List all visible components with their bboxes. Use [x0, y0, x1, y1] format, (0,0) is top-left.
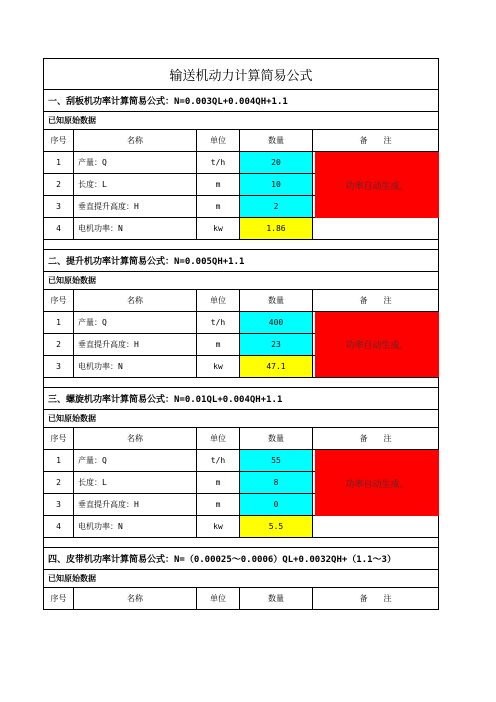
- row-unit: kw: [197, 218, 240, 239]
- sheet-title: 输送机动力计算简易公式: [43, 58, 439, 90]
- section-4-heading: 四、皮带机功率计算简易公式：N=（0.00025～0.0006）QL+0.0032QH+（1.1～3）: [43, 548, 439, 570]
- header-name: 名称: [74, 588, 197, 609]
- row-unit: t/h: [197, 152, 240, 173]
- header-name: 名称: [74, 290, 197, 311]
- header-unit: 单位: [197, 130, 240, 151]
- section-3-heading: 三、螺旋机功率计算简易公式：N=0.01QL+0.004QH+1.1: [43, 388, 439, 410]
- row-no: 2: [44, 334, 74, 355]
- qty-input-cell[interactable]: 0: [240, 494, 313, 515]
- section-1-known-label: 已知原始数据: [43, 112, 439, 130]
- row-name: 电机功率：N: [74, 218, 197, 239]
- header-note: 备 注: [359, 594, 392, 603]
- table-header: [43, 130, 439, 152]
- header-qty: 数量: [240, 290, 313, 311]
- row-unit: m: [197, 334, 240, 355]
- header-no: 序号: [44, 588, 74, 609]
- row-unit: m: [197, 494, 240, 515]
- table-row: [43, 516, 439, 538]
- section-2-table: [43, 290, 439, 378]
- qty-result-cell: 1.86: [240, 218, 313, 239]
- spacer-row: [43, 538, 439, 548]
- header-unit: 单位: [197, 588, 240, 609]
- row-no: 3: [44, 494, 74, 515]
- row-no: 3: [44, 356, 74, 377]
- header-no: 序号: [44, 130, 74, 151]
- section-1-table: [43, 130, 439, 240]
- row-name: 长度：L: [74, 472, 197, 493]
- row-unit: kw: [197, 516, 240, 537]
- header-name: 名称: [74, 428, 197, 449]
- row-name: 垂直提升高度：H: [74, 494, 197, 515]
- header-qty: 数量: [240, 130, 313, 151]
- header-no: 序号: [44, 290, 74, 311]
- row-no: 1: [44, 152, 74, 173]
- header-name: 名称: [74, 130, 197, 151]
- row-unit: t/h: [197, 450, 240, 471]
- row-name: 产量：Q: [74, 152, 197, 173]
- qty-input-cell[interactable]: 23: [240, 334, 313, 355]
- header-note: 备 注: [359, 296, 392, 305]
- header-note: 备 注: [359, 434, 392, 443]
- row-name: 产量：Q: [74, 312, 197, 333]
- header-unit: 单位: [197, 428, 240, 449]
- spacer-row: [43, 240, 439, 250]
- qty-input-cell[interactable]: 20: [240, 152, 313, 173]
- qty-result-cell: 5.5: [240, 516, 313, 537]
- qty-input-cell[interactable]: 400: [240, 312, 313, 333]
- row-unit: m: [197, 174, 240, 195]
- qty-input-cell[interactable]: 2: [240, 196, 313, 217]
- table-row: [43, 218, 439, 240]
- row-name: 长度：L: [74, 174, 197, 195]
- header-qty: 数量: [240, 428, 313, 449]
- table-header: [43, 290, 439, 312]
- section-3-known-label: 已知原始数据: [43, 410, 439, 428]
- row-unit: m: [197, 472, 240, 493]
- section-3-table: [43, 428, 439, 538]
- row-no: 2: [44, 472, 74, 493]
- qty-result-cell: 47.1: [240, 356, 313, 377]
- section-2-known-label: 已知原始数据: [43, 272, 439, 290]
- row-note: [313, 218, 438, 239]
- row-name: 垂直提升高度：H: [74, 196, 197, 217]
- spreadsheet: [43, 58, 439, 610]
- section-1-heading: 一、刮板机功率计算简易公式：N=0.003QL+0.004QH+1.1: [43, 90, 439, 112]
- row-name: 垂直提升高度：H: [74, 334, 197, 355]
- row-name: 电机功率：N: [74, 516, 197, 537]
- row-unit: m: [197, 196, 240, 217]
- header-note: 备 注: [359, 136, 392, 145]
- row-unit: kw: [197, 356, 240, 377]
- row-note: [313, 516, 438, 537]
- row-no: 3: [44, 196, 74, 217]
- note-merged-cell: 功率自动生成。: [315, 312, 439, 377]
- qty-input-cell[interactable]: 10: [240, 174, 313, 195]
- qty-input-cell[interactable]: 55: [240, 450, 313, 471]
- note-merged-cell: 功率自动生成。: [315, 450, 439, 516]
- qty-input-cell[interactable]: 8: [240, 472, 313, 493]
- section-2-heading: 二、提升机功率计算简易公式：N=0.005QH+1.1: [43, 250, 439, 272]
- row-name: 电机功率：N: [74, 356, 197, 377]
- note-merged-cell: 功率自动生成。: [315, 152, 439, 218]
- spacer-row: [43, 378, 439, 388]
- header-qty: 数量: [240, 588, 313, 609]
- row-no: 1: [44, 450, 74, 471]
- row-no: 4: [44, 218, 74, 239]
- table-header: [43, 588, 439, 610]
- row-no: 2: [44, 174, 74, 195]
- section-4-known-label: 已知原始数据: [43, 570, 439, 588]
- header-no: 序号: [44, 428, 74, 449]
- header-unit: 单位: [197, 290, 240, 311]
- row-name: 产量：Q: [74, 450, 197, 471]
- row-no: 4: [44, 516, 74, 537]
- table-header: [43, 428, 439, 450]
- row-no: 1: [44, 312, 74, 333]
- row-unit: t/h: [197, 312, 240, 333]
- section-4-table: [43, 588, 439, 610]
